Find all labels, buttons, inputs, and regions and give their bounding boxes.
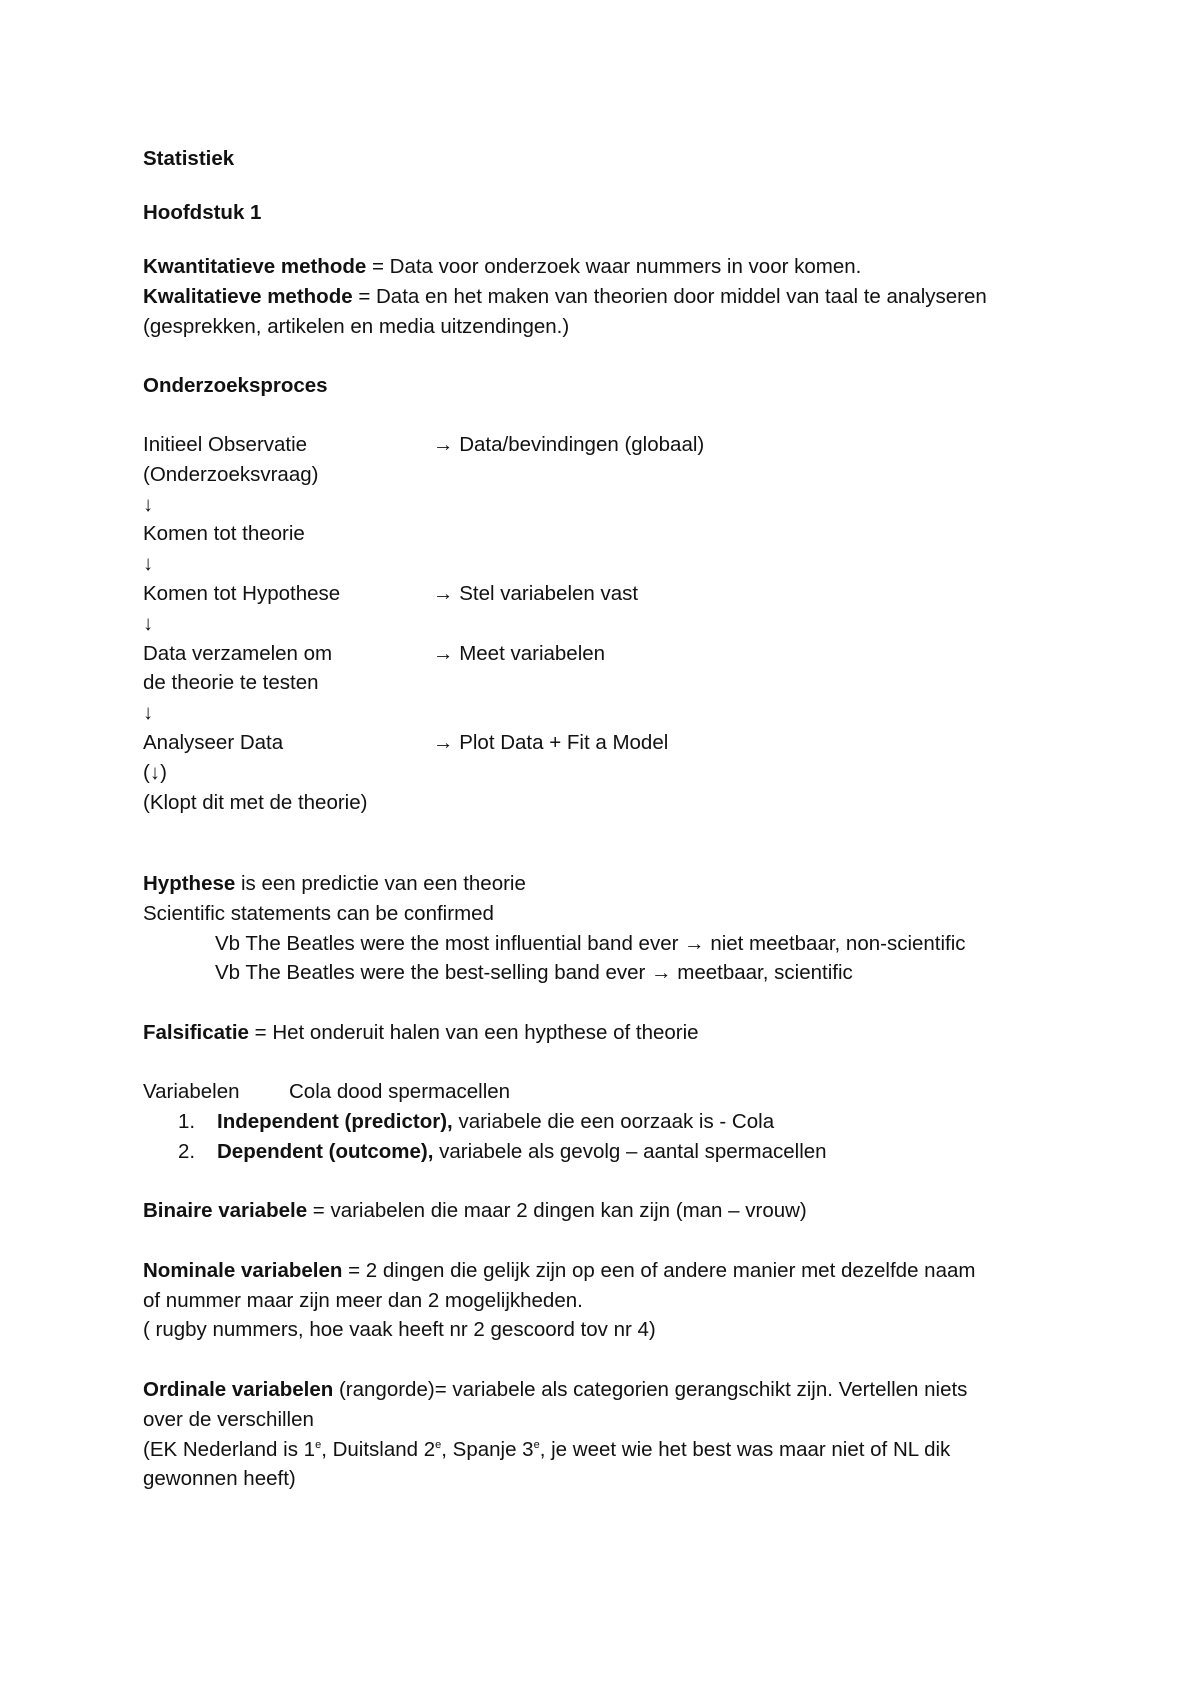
ordinaal-continuation: over de verschillen (143, 1408, 314, 1431)
ordinaal-definition: Ordinale variabelen (rangorde)= variabele als categorien gerangschikt zijn. Vertellen niets (143, 1378, 968, 1401)
process-step-data-verzamelen-cont: de theorie te testen (143, 671, 319, 694)
binair-definition: Binaire variabele = variabelen die maar 2 dingen kan zijn (man – vrouw) (143, 1199, 807, 1222)
process-step-analyseer: Analyseer Data (143, 731, 284, 754)
kwalitatief-continuation: (gesprekken, artikelen en media uitzendingen.) (143, 315, 570, 338)
ordinaal-example: (EK Nederland is 1e, Duitsland 2e, Spanje 3e, je weet wie het best was maar niet of NL dik (143, 1438, 951, 1461)
process-step-theorie: Komen tot theorie (143, 522, 305, 545)
process-step-hypothese: Komen tot Hypothese (143, 582, 341, 605)
process-note-plot-data: → Plot Data + Fit a Model (433, 731, 669, 754)
hypothese-statement: Scientific statements can be confirmed (143, 902, 494, 925)
process-heading: Onderzoeksproces (143, 374, 328, 397)
hypothese-example-2: Vb The Beatles were the best-selling band ever → meetbaar, scientific (215, 961, 853, 984)
variabelen-example: Cola dood spermacellen (289, 1080, 511, 1103)
list-item-dependent: Dependent (outcome), variabele als gevolg – aantal spermacellen (217, 1140, 827, 1163)
process-step-data-verzamelen: Data verzamelen om (143, 642, 333, 665)
falsificatie-definition: Falsificatie = Het onderuit halen van een hypthese of theorie (143, 1021, 699, 1044)
hypothese-definition: Hypthese is een predictie van een theorie (143, 872, 526, 895)
arrow-down-icon: ↓ (143, 552, 154, 575)
kwantitatief-definition: Kwantitatieve methode = Data voor onderzoek waar nummers in voor komen. (143, 255, 862, 278)
ordinaal-example-continuation: gewonnen heeft) (143, 1467, 296, 1490)
arrow-down-icon: ↓ (143, 701, 154, 724)
nominaal-continuation: of nummer maar zijn meer dan 2 mogelijkheden. (143, 1289, 583, 1312)
process-step-observatie: Initieel Observatie (143, 433, 308, 456)
arrow-down-icon: ↓ (143, 612, 154, 635)
document-title: Statistiek (143, 147, 235, 170)
nominaal-example: ( rugby nummers, hoe vaak heeft nr 2 gescoord tov nr 4) (143, 1318, 656, 1341)
arrow-down-icon: ↓ (143, 493, 154, 516)
variabelen-label: Variabelen (143, 1080, 240, 1103)
process-step-onderzoeksvraag: (Onderzoeksvraag) (143, 463, 319, 486)
nominaal-definition: Nominale variabelen = 2 dingen die gelijk zijn op een of andere manier met dezelfde naam (143, 1259, 976, 1282)
process-step-klopt: (Klopt dit met de theorie) (143, 791, 368, 814)
process-note-meet-variabelen: → Meet variabelen (433, 642, 606, 665)
list-item-number: 2. (178, 1140, 196, 1163)
hypothese-example-1: Vb The Beatles were the most influential band ever → niet meetbaar, non-scientific (215, 932, 966, 955)
process-note-variabelen-vast: → Stel variabelen vast (433, 582, 639, 605)
chapter-heading: Hoofdstuk 1 (143, 201, 262, 224)
list-item-independent: Independent (predictor), variabele die een oorzaak is - Cola (217, 1110, 775, 1133)
kwalitatief-definition: Kwalitatieve methode = Data en het maken van theorien door middel van taal te analyseren (143, 285, 987, 308)
process-note-bevindingen: → Data/bevindingen (globaal) (433, 433, 705, 456)
list-item-number: 1. (178, 1110, 196, 1133)
arrow-down-optional-icon: (↓) (143, 761, 167, 784)
